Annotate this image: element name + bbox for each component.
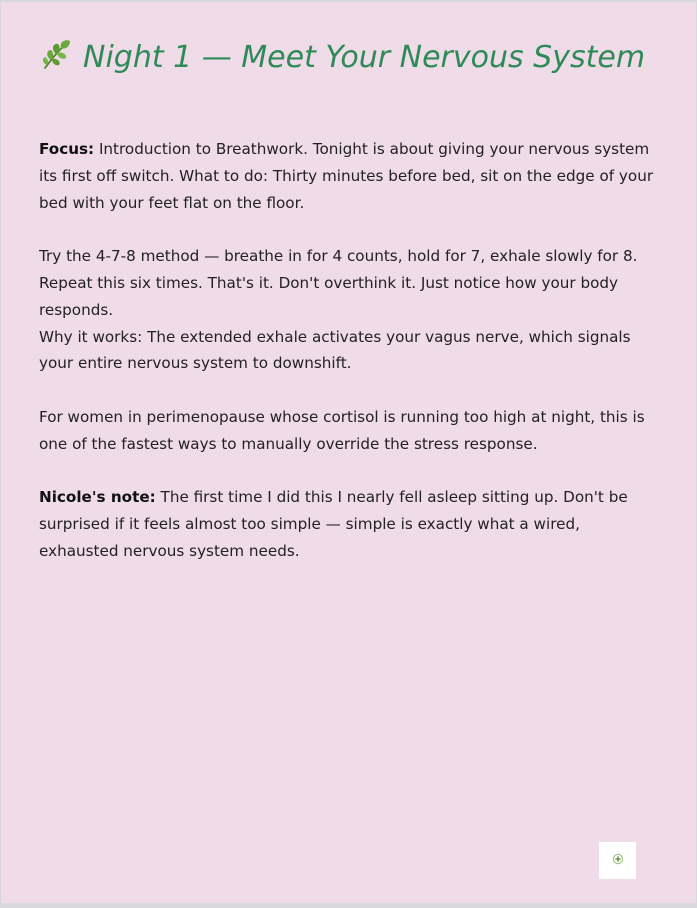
why-paragraph: Why it works: The extended exhale activates your vagus nerve, which signals your entire nervous system to downshift. xyxy=(39,327,631,373)
method-paragraph: Try the 4-7-8 method — breathe in for 4 counts, hold for 7, exhale slowly for 8. Repeat this six times. That's it. Don't overthink it. Just notice how your body responds. xyxy=(39,247,638,319)
page-title xyxy=(39,36,645,80)
add-button[interactable] xyxy=(599,842,636,879)
focus-label: Focus: xyxy=(39,140,95,158)
add-circle-icon xyxy=(612,852,624,870)
focus-paragraph xyxy=(39,136,659,216)
article-body xyxy=(39,136,659,592)
note-text: The first time I did this I nearly fell asleep sitting up. Don't be surprised if it feels almost too simple — simple is exactly what a wired, exhausted nervous system needs. xyxy=(39,488,628,560)
perimenopause-paragraph: For women in perimenopause whose cortisol is running too high at night, this is one of the fastest ways to manually override the stress response. xyxy=(39,407,645,453)
note-paragraph xyxy=(39,484,659,564)
focus-text: Introduction to Breathwork. Tonight is about giving your nervous system its first off switch. What to do: Thirty minutes before bed, sit on the edge of your bed with your feet flat on the floor. xyxy=(39,140,654,212)
note-label: Nicole's note: xyxy=(39,488,156,507)
document-page xyxy=(1,2,696,903)
herb-leaf-icon xyxy=(39,38,73,72)
page-title-text: Night 1 — Meet Your Nervous System xyxy=(83,40,646,75)
